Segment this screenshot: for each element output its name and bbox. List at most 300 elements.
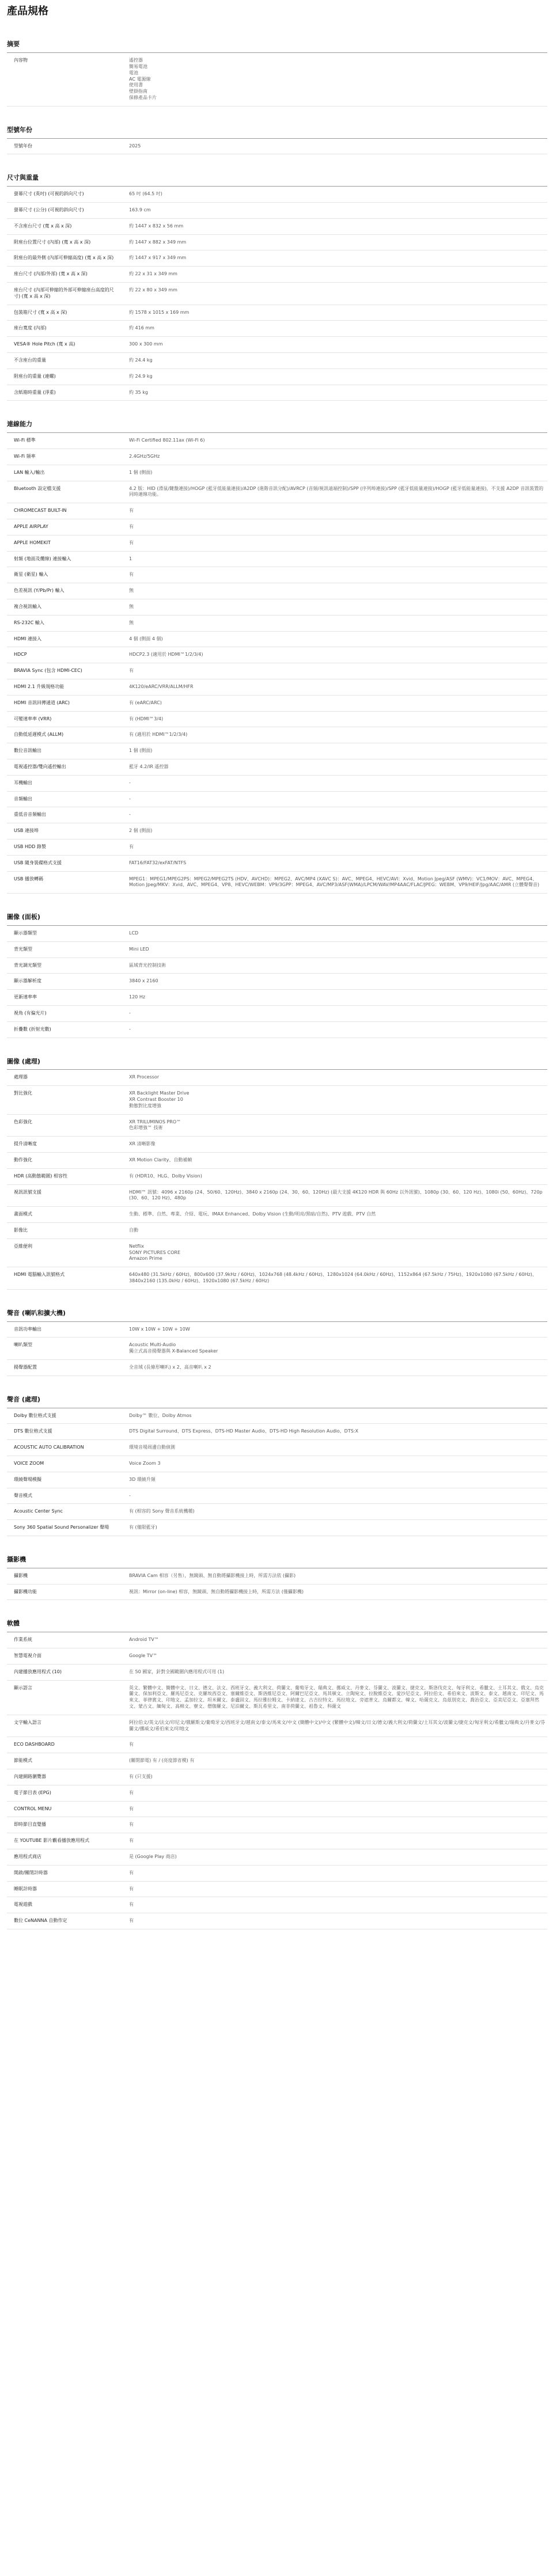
spec-value-line: 藍牙 4.2/IR 遙控器 (129, 763, 169, 769)
spec-value (122, 1342, 547, 1355)
spec-row (7, 267, 547, 283)
spec-row (7, 1665, 547, 1681)
spec-value (122, 604, 547, 610)
spec-value-line: 4.2 版：HID (滑鼠/鍵盤連接)/HOGP (藍牙低能量連接)/A2DP (進階音訊分配)/AVRCP (音頻/視訊遠端控制)/SPP (序列埠連接)/SPP (藍牙低能量連接)/HOGP (藍牙低能量連接)，不支援 A2DP 音訊裝置的同時連線功能。 (129, 485, 544, 497)
spec-label: 開啟/關閉計時器 (14, 1870, 48, 1875)
spec-value-line: 全音域 (長條形喇叭) x 2、高音喇叭 x 2 (129, 1364, 211, 1370)
spec-label: 重低音音頻輸出 (14, 812, 46, 818)
spec-row (7, 583, 547, 599)
spec-label: 耳機輸出 (14, 780, 32, 785)
spec-row (7, 250, 547, 267)
spec-value-line: Dolby™ 數位、Dolby Atmos (129, 1412, 192, 1418)
spec-row (7, 1440, 547, 1456)
spec-value (122, 1141, 547, 1148)
spec-value-line: - (129, 812, 131, 818)
spec-value-line: 有 (129, 1822, 134, 1827)
spec-value-line: 有 (129, 1886, 134, 1891)
spec-label: Wi-Fi 標準 (14, 438, 36, 443)
spec-value-line: 約 22 x 31 x 349 mm (129, 271, 177, 277)
spec-value-line: 有 (129, 1806, 134, 1811)
spec-row (7, 807, 547, 823)
spec-row (7, 823, 547, 839)
spec-value (122, 978, 547, 985)
spec-value-line: SONY PICTURES CORE (129, 1249, 181, 1255)
spec-row (7, 203, 547, 219)
spec-row (7, 1070, 547, 1086)
spec-value-line: 640x480 (31.5kHz / 60Hz)、800x600 (37.9kHz / 60Hz)、1024x768 (48.4kHz / 60Hz)、1280x1024 (64.0kHz / 60Hz)、1152x864 (67.5kHz / 75Hz)、1920x1080 (67.5kHz / 60Hz)、3840x2160 (135.0kHz / 60Hz)、1920x1080 (67.5kHz / 60Hz) (129, 1272, 537, 1283)
spec-label: 影像比 (14, 1227, 28, 1233)
spec-value (122, 524, 547, 530)
spec-row (7, 958, 547, 974)
spec-label: 聲音模式 (14, 1492, 32, 1498)
spec-row (7, 519, 547, 535)
spec-value (122, 732, 547, 738)
spec-value (122, 1637, 547, 1643)
spec-value (122, 930, 547, 937)
spec-row (7, 1185, 547, 1207)
spec-label: 內建網路瀏覽器 (14, 1774, 46, 1780)
spec-row (7, 1520, 547, 1536)
spec-label: 智慧電視介面 (14, 1653, 41, 1659)
spec-label: 數位 CeNANNA 自動作定 (14, 1918, 67, 1924)
spec-label: 在 YOUTUBE 影片觀看播放應用程式 (14, 1838, 89, 1844)
spec-row (7, 647, 547, 663)
spec-row (7, 1648, 547, 1665)
spec-value (122, 1428, 547, 1435)
spec-value (122, 588, 547, 594)
spec-row (7, 187, 547, 203)
spec-value (122, 1774, 547, 1780)
section-title: 聲音 (處理) (7, 1396, 547, 1408)
spec-value-line: 163.9 cm (129, 207, 151, 212)
spec-label: 衛星 (衛星) 輸入 (14, 572, 48, 577)
spec-value-line: 1 (129, 556, 132, 561)
spec-label: 喇叭類型 (14, 1342, 32, 1348)
spec-row (7, 139, 547, 155)
spec-row (7, 1769, 547, 1785)
spec-value (122, 207, 547, 214)
spec-value-line: 英文、繁體中文、簡體中文、日文、德文、法文、西班牙文、義大利文、荷蘭文、葡萄牙文、瑞典文、挪威文、丹麥文、芬蘭文、波蘭文、捷克文、斯洛伐克文、匈牙利文、希臘文、土耳其文、俄文、烏克蘭文、保加利亞文、羅馬尼亞文、克羅埃西亞文、塞爾維亞文、斯洛維尼亞文、阿爾巴尼亞文、馬其頓文、立陶宛文、拉脫維亞文、愛沙尼亞文、阿拉伯文、希伯來文、波斯文、泰文、越南文、印尼文、馬來文、菲律賓文、印地文、孟加拉文、坦米爾文、泰盧固文、馬拉雅拉姆文、卡納達文、古吉拉特文、馬拉地文、旁遮普文、烏爾都文、韓文、哈薩克文、烏茲別克文、喬治亞文、亞美尼亞文、亞塞拜然文、蒙古文、緬甸文、高棉文、寮文、僧伽羅文、尼泊爾文、斯瓦希里文、南非荷蘭文、祖魯文、科薩文 (129, 1685, 544, 1709)
spec-label: CONTROL MENU (14, 1806, 52, 1811)
spec-row (7, 1897, 547, 1913)
spec-label: 內建播放應用程式 (10) (14, 1669, 62, 1674)
spec-value-line: Google TV™ (129, 1653, 158, 1659)
spec-label: 背光調光類型 (14, 962, 41, 968)
spec-row (7, 776, 547, 792)
spec-value-line: 約 1447 x 832 x 56 mm (129, 223, 184, 229)
spec-row (7, 305, 547, 321)
spec-section (7, 1309, 547, 1376)
spec-value-line: 2025 (129, 143, 141, 149)
spec-value (122, 1669, 547, 1675)
spec-value (122, 223, 547, 230)
spec-value (122, 1228, 547, 1234)
spec-value-line: 動態對比度增強 (129, 1103, 161, 1108)
spec-row (7, 1022, 547, 1038)
spec-value (122, 1902, 547, 1908)
spec-row (7, 926, 547, 942)
spec-value (122, 780, 547, 787)
spec-value-line: 有 (129, 523, 134, 529)
spec-value (122, 1244, 547, 1262)
spec-row (7, 385, 547, 401)
spec-label: 對比強化 (14, 1091, 32, 1096)
spec-value-line: 有 (129, 1870, 134, 1875)
spec-label: 音訊功率輸出 (14, 1326, 41, 1332)
spec-value (122, 1327, 547, 1333)
spec-row (7, 321, 547, 337)
spec-value (122, 1854, 547, 1860)
spec-value-line: Mini LED (129, 946, 149, 952)
spec-row (7, 481, 547, 504)
spec-section (7, 913, 547, 1038)
spec-value (122, 310, 547, 316)
spec-label: 顯示器類型 (14, 930, 37, 936)
spec-value-line: 2 個 (側面) (129, 828, 153, 834)
spec-label: APPLE AIRPLAY (14, 523, 48, 529)
spec-label: 文字輸入語言 (14, 1719, 41, 1725)
spec-label: 內容物 (14, 58, 28, 63)
spec-row (7, 1322, 547, 1338)
spec-value (122, 271, 547, 278)
spec-value-line: 有 (129, 1902, 134, 1908)
spec-row (7, 743, 547, 759)
spec-value (122, 325, 547, 332)
spec-value-line: 有 (129, 508, 134, 514)
spec-value-line: 有 (適用於 HDMI™1/2/3/4) (129, 732, 188, 738)
spec-value (122, 572, 547, 578)
spec-label: HDR (高動態範圍) 相容性 (14, 1173, 68, 1179)
spec-row (7, 535, 547, 552)
spec-value-line: Amazon Prime (129, 1256, 162, 1262)
spec-value (122, 1742, 547, 1748)
spec-value (122, 844, 547, 850)
spec-value (122, 1027, 547, 1033)
spec-value-line: 1 個 (側面) (129, 469, 153, 475)
spec-value (122, 828, 547, 834)
spec-row (7, 567, 547, 583)
spec-value-line: 約 24.4 kg (129, 357, 153, 363)
spec-row (7, 433, 547, 449)
spec-value-line: 無 (129, 588, 134, 594)
spec-value-line: 120 Hz (129, 994, 146, 1000)
spec-label: 不含座台尺寸 (寬 x 高 x 深) (14, 223, 72, 229)
spec-row (7, 1408, 547, 1424)
spec-row (7, 53, 547, 107)
spec-row (7, 792, 547, 808)
spec-value (122, 700, 547, 706)
spec-value (122, 947, 547, 953)
spec-label: HDCP (14, 652, 27, 658)
spec-label: 視角 (有偏光片) (14, 1010, 47, 1016)
spec-row (7, 1488, 547, 1504)
spec-value (122, 1493, 547, 1499)
spec-label: 型號年份 (14, 143, 32, 149)
spec-value-line: 無 (129, 620, 134, 625)
spec-value (122, 1653, 547, 1659)
spec-row (7, 1137, 547, 1153)
section-title: 圖像 (處理) (7, 1058, 547, 1070)
spec-row (7, 235, 547, 251)
spec-value (122, 1091, 547, 1109)
spec-label: 包裝箱尺寸 (寬 x 高 x 深) (14, 309, 67, 315)
spec-row (7, 1472, 547, 1488)
spec-row (7, 1424, 547, 1440)
spec-label: 節能模式 (14, 1758, 32, 1764)
spec-container (7, 40, 547, 1929)
spec-row (7, 1632, 547, 1648)
spec-value-line: 有 (129, 1918, 134, 1924)
spec-value-line: 約 416 mm (129, 325, 154, 331)
spec-value (122, 1173, 547, 1180)
spec-value-line: XR Processor (129, 1074, 160, 1080)
spec-label: ECO DASHBOARD (14, 1742, 55, 1747)
spec-label: 不含座台的重量 (14, 357, 46, 363)
spec-label: 攝影機 (14, 1572, 28, 1578)
spec-label: 視訊訊號支援 (14, 1189, 41, 1195)
spec-row (7, 1865, 547, 1882)
spec-label: 含紙箱時重量 (淨重) (14, 389, 56, 395)
spec-label: 自動低延遲模式 (ALLM) (14, 732, 64, 738)
spec-value (122, 1477, 547, 1483)
spec-label: 更新速率率 (14, 994, 37, 1000)
spec-row (7, 942, 547, 958)
spec-row (7, 503, 547, 519)
spec-value (122, 764, 547, 770)
spec-value-line: 簡易電池 (129, 63, 147, 69)
spec-value-line: 有 (129, 539, 134, 545)
spec-value (122, 1445, 547, 1451)
spec-row (7, 856, 547, 872)
spec-value (122, 143, 547, 150)
spec-section (7, 1396, 547, 1536)
spec-value (122, 540, 547, 546)
spec-value-line: 3D 環繞升頻 (129, 1476, 156, 1482)
spec-label: 折疊數 (折射光數) (14, 1026, 51, 1032)
spec-value (122, 1190, 547, 1202)
spec-value-line: XR Backlight Master Drive (129, 1091, 190, 1096)
spec-value (122, 341, 547, 348)
spec-section (7, 40, 547, 106)
spec-row (7, 1753, 547, 1769)
spec-row (7, 663, 547, 679)
spec-value (122, 796, 547, 803)
spec-value (122, 716, 547, 723)
spec-value (122, 1822, 547, 1828)
spec-label: 畫面模式 (14, 1211, 32, 1217)
spec-label: APPLE HOMEKIT (14, 539, 51, 545)
spec-value-line: 有 (129, 1838, 134, 1844)
spec-value-line: 有 (129, 1742, 134, 1747)
spec-value (122, 1720, 547, 1732)
spec-label: HDMI 電腦輸入訊號格式 (14, 1272, 65, 1278)
spec-value (122, 454, 547, 460)
spec-value (122, 684, 547, 690)
spec-value-line: AC 電源線 (129, 76, 151, 82)
spec-value (122, 1074, 547, 1081)
spec-value (122, 1870, 547, 1876)
spec-row (7, 552, 547, 568)
spec-value-line: 3840 x 2160 (129, 978, 158, 984)
spec-value-line: XR Motion Clarity、自動補幀 (129, 1157, 192, 1162)
spec-row (7, 1169, 547, 1185)
spec-section (7, 174, 547, 401)
spec-value-line: 阿拉伯文/英文/法文/印尼文/俄羅斯文/葡萄牙文/西班牙文/越南文/泰文/馬來文/中文 (簡體中文)/中文 (繁體中文)/韓文/日文/德文/義大利文/荷蘭文/土耳其文/波蘭文/捷克文/匈牙利文/希臘文/瑞典文/丹麥文/芬蘭文/挪威文/希伯來文/印地文 (129, 1719, 546, 1731)
spec-label: 應用程式商店 (14, 1854, 41, 1859)
spec-value (122, 1918, 547, 1924)
spec-value (122, 994, 547, 1001)
spec-value-line: 有 (129, 844, 134, 849)
spec-value (122, 374, 547, 380)
spec-label: 睡眠計時器 (14, 1886, 37, 1891)
spec-value (122, 508, 547, 514)
spec-value (122, 1685, 547, 1710)
spec-value-line: 是 (Google Play 商店) (129, 1854, 177, 1859)
spec-row (7, 1785, 547, 1802)
spec-value-line: 約 24.9 kg (129, 373, 153, 379)
spec-label: HDMI 連接入 (14, 636, 41, 641)
spec-value-line: 獨立式高音揚聲器與 X-Balanced Speaker (129, 1348, 218, 1354)
spec-value-line: 生動、標準、自然、專業、介紹、電玩、IMAX Enhanced、Dolby Vision (生動/明亮/黑暗/自然)、PTV 遊戲、PTV 自然 (129, 1211, 376, 1217)
spec-row (7, 1802, 547, 1818)
section-title: 攝影機 (7, 1556, 547, 1568)
spec-value (122, 620, 547, 626)
spec-label: HDMI 2.1 升級規格功能 (14, 683, 65, 689)
spec-value-line: Wi-Fi Certified 802.11ax (Wi-Fi 6) (129, 438, 205, 443)
spec-value (122, 191, 547, 197)
spec-label: 可變速率率 (VRR) (14, 716, 52, 721)
spec-value-line: 10W x 10W + 10W + 10W (129, 1326, 190, 1332)
spec-row (7, 1681, 547, 1715)
spec-row (7, 679, 547, 696)
spec-value-line: XR 清晰影像 (129, 1141, 156, 1147)
spec-row (7, 283, 547, 305)
spec-row (7, 974, 547, 990)
spec-label: 座台尺寸 (內部可伸縮的外部可伸縮座台高度的尺寸) (寬 x 高 x 深) (14, 287, 114, 299)
spec-label: 電視遙控器/雙向遙控輸出 (14, 763, 66, 769)
spec-row (7, 1568, 547, 1585)
spec-value-line: - (129, 780, 131, 785)
spec-row (7, 1239, 547, 1267)
spec-value (122, 240, 547, 246)
spec-label: 射頻 (地面及纜線) 連接輸入 (14, 556, 71, 561)
spec-value-line: 有 (HDR10、HLG、Dolby Vision) (129, 1173, 202, 1179)
spec-label: VESA® Hole Pitch (寬 x 高) (14, 341, 75, 347)
spec-value-line: 有 (eARC/ARC) (129, 700, 162, 705)
spec-value-line: 65 吋 (64.5 吋) (129, 191, 162, 197)
spec-label: 附座台的最外側 (內部可伸縮高度) (寬 x 高 x 深) (14, 255, 114, 261)
spec-label: 附座台位置尺寸 (內部) (寬 x 高 x 深) (14, 239, 91, 245)
spec-row (7, 1153, 547, 1169)
spec-row (7, 1585, 547, 1601)
spec-label: USB HDD 錄製 (14, 844, 46, 849)
spec-row (7, 759, 547, 776)
spec-value-line: 約 35 kg (129, 389, 148, 395)
spec-value (122, 1806, 547, 1813)
spec-value-line: 有 (僅限藍牙) (129, 1525, 157, 1530)
spec-value-line: 無 (129, 603, 134, 609)
spec-value (122, 1461, 547, 1467)
spec-value (122, 652, 547, 658)
spec-value (122, 58, 547, 101)
spec-value-line: 有 (相容的 Sony 聲音系統機種) (129, 1509, 195, 1514)
spec-value (122, 1758, 547, 1764)
spec-value-line: Voice Zoom 3 (129, 1460, 161, 1466)
spec-value (122, 556, 547, 563)
spec-label: 附座台的重量 (連螺) (14, 373, 56, 379)
spec-value (122, 1211, 547, 1218)
spec-value (122, 748, 547, 754)
spec-label: Bluetooth 設定檔支援 (14, 485, 61, 491)
page-title: 產品規格 (7, 5, 48, 17)
spec-label: 螢幕尺寸 (公分) (可視的斜向尺寸) (14, 207, 84, 212)
spec-value-line: - (129, 1026, 131, 1032)
spec-section (7, 420, 547, 894)
spec-row (7, 1913, 547, 1929)
spec-value (122, 1589, 547, 1595)
spec-section (7, 1556, 547, 1600)
spec-value-line: 300 x 300 mm (129, 341, 163, 347)
spec-value (122, 1886, 547, 1893)
spec-section (7, 126, 547, 155)
spec-value (122, 486, 547, 499)
spec-value-line: 視訊：Mirror (on-line) 相容，無鏡頭、無自動將攝影機接上時，所需方法 (僅攝影機) (129, 1589, 304, 1594)
spec-label: 顯示語言 (14, 1685, 32, 1690)
spec-row (7, 1086, 547, 1114)
spec-row (7, 219, 547, 235)
spec-value (122, 1010, 547, 1017)
spec-label: 動作強化 (14, 1157, 32, 1162)
spec-row (7, 1207, 547, 1223)
spec-label: 座台尺寸 (內部/外部) (寬 x 高 x 深) (14, 271, 88, 277)
spec-value-line: 有 (只支援) (129, 1774, 153, 1780)
spec-value-line: 有 (129, 1789, 134, 1795)
spec-row (7, 449, 547, 465)
spec-value (122, 390, 547, 396)
spec-value-line: XR TRILUMINOS PRO™ (129, 1119, 181, 1124)
spec-label: 作業系統 (14, 1637, 32, 1643)
spec-label: 色彩強化 (14, 1119, 32, 1124)
spec-row (7, 1737, 547, 1753)
spec-row (7, 1833, 547, 1849)
spec-value-line: 約 1447 x 917 x 349 mm (129, 255, 187, 261)
spec-value-line: DTS Digital Surround、DTS Express、DTS-HD Master Audio、DTS-HD High Resolution Audio、DTS:X (129, 1428, 358, 1434)
spec-value (122, 876, 547, 889)
spec-label: Sony 360 Spatial Sound Personalizer 聲場 (14, 1525, 109, 1530)
spec-value (122, 1157, 547, 1164)
spec-label: Wi-Fi 頻率 (14, 454, 36, 459)
spec-value (122, 438, 547, 444)
section-title: 連線能力 (7, 420, 547, 433)
spec-row (7, 1267, 547, 1290)
spec-label: 提升清晰度 (14, 1141, 37, 1147)
spec-label: 亞維便利 (14, 1243, 32, 1249)
spec-value-line: - (129, 1010, 131, 1016)
spec-label: 數位音訊輸出 (14, 748, 41, 754)
spec-value (122, 1790, 547, 1796)
spec-row (7, 712, 547, 728)
spec-row (7, 727, 547, 743)
spec-value-line: XR Contrast Booster 10 (129, 1096, 183, 1102)
spec-value-line: 4K120/eARC/VRR/ALLM/HFR (129, 683, 194, 689)
spec-label: USB 隨身裝碟格式支援 (14, 860, 62, 865)
spec-label: DTS 數位格式支援 (14, 1428, 52, 1434)
spec-value-line: 有 (HDMI™3/4) (129, 716, 164, 721)
spec-label: VOICE ZOOM (14, 1460, 44, 1466)
spec-row (7, 1223, 547, 1239)
section-title: 尺寸與重量 (7, 174, 547, 187)
spec-row (7, 1504, 547, 1520)
